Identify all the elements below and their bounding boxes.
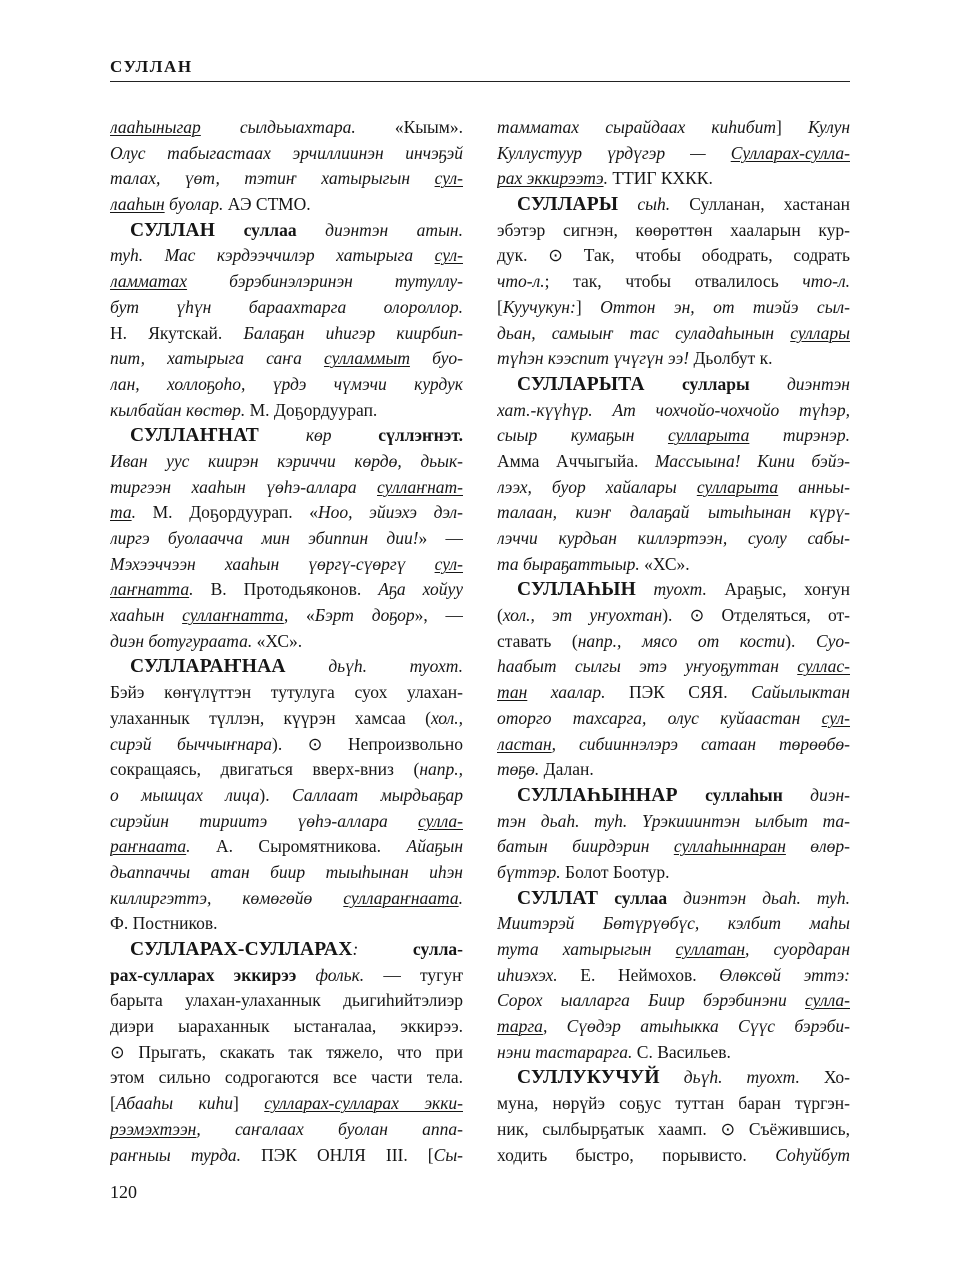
entry-head-line	[110, 937, 463, 963]
text-run: анньы-	[778, 476, 850, 497]
headword: СУЛЛАҺЫННАР	[517, 784, 678, 806]
example-form: ластан	[497, 733, 552, 754]
text-run: дук. ⊙ Так, чтобы ободрать, содрать	[497, 245, 850, 266]
text-run: Айаҕын	[406, 836, 463, 857]
headword: СУЛЛАҤНАТ	[130, 425, 260, 447]
text-line	[497, 809, 850, 835]
text-run: хол.,	[430, 707, 463, 728]
text-run: Аҕа хойуу	[378, 579, 463, 600]
text-run: Н. Якутскай.	[110, 322, 244, 343]
text-run: Соһуйбут	[775, 1144, 850, 1165]
text-line	[497, 1091, 850, 1117]
text-run: ,	[283, 605, 306, 626]
text-line	[497, 757, 850, 783]
text-run: ПЭК СЯЯ.	[605, 682, 752, 703]
entry-head-line	[497, 372, 850, 398]
text-line	[110, 680, 463, 706]
text-run: А. Сыромятникова.	[190, 836, 407, 857]
bold-form: суллары	[644, 373, 750, 394]
text-run: улаханнык түллэн, күүрэн хамсаа (	[110, 707, 431, 728]
bold-form: суллаа	[598, 887, 668, 908]
text-line	[497, 1040, 850, 1066]
text-line	[110, 809, 463, 835]
text-run: ; так, чтобы отвалилось	[544, 271, 803, 292]
text-run: этом сильно содрогаются все части тела.	[110, 1067, 463, 1088]
text-run: ТТИГ КХКК.	[607, 168, 713, 189]
text-run: фольк.	[315, 964, 365, 985]
text-line	[110, 783, 463, 809]
text-run: хат.-күүһүр. Ат чохчойо-чохчойо түһэр,	[497, 399, 850, 420]
example-form: суллаҥнатта	[182, 605, 284, 626]
text-run: Мэхээччээн хааһын үөргү-сүөргү	[110, 553, 435, 574]
text-run: ⊙ Прыгать, скакать так тяжело, что при	[110, 1041, 463, 1062]
text-run: тэн дьаһ. туһ. Үрэкииинтэн ылбыт та-	[497, 810, 850, 831]
text-run: , Сүөдэр атыһыкка Сүүс бэрэби-	[542, 1016, 850, 1037]
text-run: тута хатырыгын	[497, 939, 676, 959]
text-run: төҕө.	[497, 759, 540, 780]
entry-head-line	[110, 423, 463, 449]
text-run: ник, сылбырҕатык хаамп. ⊙ Съёжившись,	[497, 1118, 850, 1139]
text-run: (	[497, 605, 503, 626]
text-run: о мышцах лица	[110, 784, 260, 805]
text-run: талаан, киэҥ далаҕай ытыһынан күрү-	[497, 502, 850, 523]
text-run: Сорох ыалларга Биир бэрэбинэни	[497, 990, 805, 1011]
text-line	[110, 346, 463, 372]
example-form: суллас-	[797, 656, 850, 677]
running-head: СУЛЛАН	[110, 57, 193, 76]
text-line	[497, 1014, 850, 1040]
bold-form: рах-сулларах эккирээ	[110, 964, 316, 985]
text-line	[497, 911, 850, 937]
text-line	[110, 115, 463, 141]
text-line	[110, 1143, 463, 1169]
example-form: суллаҥнат-	[377, 476, 463, 497]
headword: СУЛЛАРАҤНАА	[130, 656, 286, 678]
text-run: Балаҕан иһигэр киирбип-	[243, 322, 463, 343]
text-run: Суо-	[815, 630, 850, 651]
text-run: .	[131, 502, 136, 523]
text-line	[110, 886, 463, 912]
text-run: Болот Боотур.	[560, 861, 670, 882]
text-run: диэн ботугураата.	[110, 630, 253, 651]
text-run: сыһ.	[618, 194, 671, 215]
text-line	[110, 398, 463, 424]
text-line	[110, 475, 463, 501]
text-run: диэн-	[782, 784, 850, 805]
text-line	[110, 1065, 463, 1091]
entry-head-line	[497, 192, 850, 218]
text-run: сылдьыахтара.	[200, 117, 356, 137]
text-line	[497, 526, 850, 552]
example-form: тарга	[497, 1016, 543, 1037]
text-run: дьан, самыыҥ тас суладаһынын	[497, 322, 791, 343]
text-line	[497, 629, 850, 655]
text-run: буо-	[409, 348, 463, 369]
example-form: суллаһыннаран	[673, 836, 786, 857]
text-line	[110, 629, 463, 655]
headword: СУЛЛАҺЫН	[517, 579, 636, 601]
text-run: сирэйин тириитэ үөһэ-аллара	[110, 810, 418, 831]
text-line	[110, 243, 463, 269]
text-line	[497, 603, 850, 629]
text-run: », —	[414, 605, 463, 626]
text-run: ]	[233, 1093, 265, 1114]
text-run: .	[458, 887, 463, 908]
example-form: раҥнаата	[110, 836, 187, 857]
text-run: өлөр-	[785, 836, 850, 857]
text-line	[497, 500, 850, 526]
text-run: хаалар.	[527, 682, 606, 703]
entry-head-line	[110, 654, 463, 680]
text-run: .	[603, 168, 608, 189]
text-run: Бэйэ көҥүлүттэн тутулуга суох улахан-	[110, 682, 463, 703]
text-line	[110, 526, 463, 552]
text-run: Амма Аччыгыйа.	[497, 450, 655, 471]
text-run: напр.,	[419, 759, 463, 780]
text-line	[110, 834, 463, 860]
text-line	[497, 321, 850, 347]
text-run: та быраҕаттыыр.	[497, 553, 640, 574]
text-run: Абааһы киһи	[115, 1093, 233, 1114]
example-form: сул-	[434, 168, 463, 189]
text-run: М. Доҕордуурап.	[245, 399, 378, 420]
text-run: ). ⊙ Отделяться, от-	[662, 605, 850, 626]
example-form: сул-	[434, 553, 463, 574]
text-run: һаабыт сылгы этэ уҥуоҕуттан	[497, 656, 798, 677]
example-form: рээмэхтээн	[110, 1118, 197, 1139]
text-run: муна, нөрүйэ соҕус туттан баран түргэн-	[497, 1093, 850, 1114]
text-run: Е. Неймохов.	[557, 964, 720, 985]
text-run: сирэй быччыҥнара	[110, 733, 273, 754]
entry-head-line	[110, 218, 463, 244]
text-run: Массыына! Кини бэйэ-	[654, 450, 850, 471]
example-form: сулларыта	[667, 425, 750, 446]
text-run: , саҥалаах буолан аппа-	[196, 1118, 463, 1139]
example-form: ламматах	[110, 271, 188, 292]
left-column	[110, 115, 463, 1168]
text-run: хааһын	[110, 605, 183, 626]
text-run: раҥныы турда.	[110, 1144, 242, 1165]
text-line	[110, 321, 463, 347]
text-line	[497, 834, 850, 860]
text-run: «	[306, 605, 315, 626]
text-line	[110, 963, 463, 989]
text-line	[110, 269, 463, 295]
text-run: тирэнэр.	[749, 425, 850, 446]
text-run: Оттон эн, от тиэйэ сыл-	[600, 296, 850, 317]
text-run: Хо-	[799, 1067, 850, 1088]
text-run: сокращаясь, двигаться вверх-вниз (	[110, 759, 420, 780]
text-line	[497, 166, 850, 192]
text-run: В. Протодьяконов.	[193, 579, 379, 600]
text-run: дьаппаччы атан биир тыыһынан иһэн	[110, 861, 463, 882]
text-run: иһиэхэх.	[497, 964, 558, 985]
text-run: «Кыым».	[355, 117, 463, 137]
text-line	[497, 141, 850, 167]
text-run: түһэн кээспит үчүгүн ээ!	[497, 348, 690, 369]
text-line	[497, 937, 850, 963]
text-line	[497, 475, 850, 501]
text-run: тиргээн хааһын үөһэ-аллара	[110, 476, 378, 497]
text-line	[497, 423, 850, 449]
text-run: Өлөксөй эттэ:	[719, 964, 850, 985]
text-run: .	[186, 836, 191, 857]
text-line	[110, 166, 463, 192]
right-column	[497, 115, 850, 1168]
text-run: бүттэр.	[497, 861, 561, 882]
example-form: сулламмыт	[323, 348, 410, 369]
text-run: Дьолбут к.	[689, 348, 773, 369]
example-form: тан	[497, 682, 528, 703]
text-run: Олус табыгастаах эрчиллиинэн инчэҕэй	[110, 142, 463, 163]
text-line	[110, 706, 463, 732]
text-run: пит, хатырыга саҥа	[110, 348, 324, 369]
text-run: ]	[776, 117, 808, 137]
text-run: туохт.	[635, 579, 707, 600]
headword: СУЛЛАРЫТА	[517, 373, 645, 395]
text-run: дьүһ. туохт.	[659, 1067, 800, 1088]
text-run: кылбайан көстөр.	[110, 399, 246, 420]
text-line	[110, 1014, 463, 1040]
example-form: лааһын	[110, 194, 165, 215]
entry-head-line	[497, 577, 850, 603]
bold-form: сүллэҥнэт.	[378, 425, 463, 446]
example-form: сулларах-сулларах экки-	[264, 1093, 463, 1114]
text-run: барыта улахан-улаханнык дьигиһийтэлиэр	[110, 990, 463, 1011]
headword: СУЛЛАРАХ-СУЛЛАРАХ	[130, 939, 353, 960]
text-run: ).	[785, 630, 816, 651]
example-form: Сулларах-сулла-	[730, 142, 850, 163]
text-line	[110, 577, 463, 603]
text-line	[110, 372, 463, 398]
text-line	[497, 552, 850, 578]
bold-form: суллаһын	[677, 784, 783, 805]
example-form: лаҥнатта	[110, 579, 190, 600]
text-run: «ХС».	[252, 630, 303, 651]
text-run: нэни тастарарга.	[497, 1041, 633, 1062]
text-line	[110, 1040, 463, 1066]
text-run: талах, үөт, тэтиҥ хатырыгын	[110, 168, 435, 189]
text-line	[497, 732, 850, 758]
text-run: ПЭК ОНЛЯ III. [	[241, 1144, 434, 1165]
text-run: » —	[418, 528, 463, 548]
text-line	[497, 398, 850, 424]
text-run: киллиргэттэ, көмөгөйө	[110, 887, 344, 908]
text-line	[110, 141, 463, 167]
text-run: ). ⊙ Непроизвольно	[272, 733, 463, 754]
text-run: Сайылыктан	[751, 682, 850, 703]
text-line	[497, 988, 850, 1014]
text-run: ).	[259, 784, 270, 805]
text-run: эбэтэр сигнэн, көөрөттөн хааларын кур-	[497, 219, 850, 240]
entry-head-line	[497, 783, 850, 809]
text-line	[497, 860, 850, 886]
text-run: диэри ыараханнык ыстаҥалаа, эккирээ.	[110, 1016, 463, 1037]
example-form: суллатан	[675, 939, 746, 959]
text-run: хол., эт уҥуохтан	[502, 605, 663, 626]
text-run: М. Доҕордуурап. «	[135, 502, 318, 523]
text-line	[110, 988, 463, 1014]
text-line	[110, 603, 463, 629]
text-run: напр., мясо от кости	[577, 630, 786, 651]
text-run: бэрэбинэлэринэн тутуллу-	[187, 271, 463, 292]
text-run: ходить быстро, порывисто.	[497, 1144, 776, 1165]
text-run: Ф. Постников.	[110, 913, 218, 934]
headword: СУЛЛАН	[130, 219, 216, 241]
text-line	[110, 911, 463, 937]
text-run: батын биирдэрин	[497, 836, 674, 857]
text-run: Саллаат мырдьаҕар	[269, 784, 463, 805]
text-line	[497, 295, 850, 321]
text-run: Кулун	[808, 117, 850, 137]
text-line	[497, 1117, 850, 1143]
text-run: Куллустуур үрдүгэр —	[497, 142, 731, 163]
text-line	[110, 757, 463, 783]
example-form: та	[110, 502, 132, 523]
headword: СУЛЛУКУЧУЙ	[517, 1067, 660, 1089]
text-line	[497, 115, 850, 141]
text-run: что-л.	[802, 271, 850, 292]
text-run: АЭ СТМО.	[223, 194, 311, 215]
headword: СУЛЛАРЫ	[517, 194, 619, 216]
text-line	[497, 449, 850, 475]
text-run: Далан.	[539, 759, 594, 780]
text-line	[110, 500, 463, 526]
bold-form: сулла-	[358, 939, 463, 959]
text-line	[497, 243, 850, 269]
text-line	[497, 706, 850, 732]
text-line	[110, 732, 463, 758]
text-run: Бэрт доҕор	[314, 605, 415, 626]
text-run: сыыр кумаҕын	[497, 425, 668, 446]
text-line	[110, 295, 463, 321]
text-run: [	[110, 1093, 116, 1114]
example-form: суллары	[790, 322, 850, 343]
bold-form: суллаа	[215, 219, 297, 240]
example-form: сул-	[434, 245, 463, 266]
example-form: рах эккирээтэ	[497, 168, 604, 189]
page-number: 120	[110, 1182, 137, 1202]
text-line	[497, 1143, 850, 1169]
text-run: «ХС».	[639, 553, 690, 574]
text-run: — тугуҥ	[364, 964, 463, 985]
text-run: оторго тахсарга, олус куйаастан	[497, 707, 822, 728]
text-line	[110, 552, 463, 578]
text-run: көр	[259, 425, 379, 446]
text-run: лан, холлоҕоһо, үрдэ чүмэчи курдук	[110, 373, 463, 394]
text-run: диэнтэн	[749, 373, 850, 394]
text-run: лээх, буор хайалары	[497, 476, 697, 497]
text-run: лиргэ буолаачча мин эбиппин дии!	[110, 528, 419, 548]
text-run: Куучукун:	[502, 296, 576, 317]
text-run: лэччи курдьан киллэртээн, суолу сабы-	[497, 528, 850, 548]
text-line	[110, 192, 463, 218]
text-run: тамматах сырайдаах киһибит	[497, 117, 776, 137]
text-run: буолар.	[164, 194, 224, 215]
text-run: Миитэрэй Бөтүрүөбүс, кэлбит маһы	[497, 913, 850, 934]
text-line	[110, 1091, 463, 1117]
text-line	[110, 860, 463, 886]
text-run: Ноо, эйиэхэ дэл-	[318, 502, 463, 523]
text-run: [	[497, 296, 503, 317]
text-line	[497, 346, 850, 372]
example-form: лааһыныгар	[110, 117, 201, 137]
text-run: ставать (	[497, 630, 578, 651]
text-run: , сибииннэлэрэ сатаан төрөөбө-	[551, 733, 850, 754]
text-line	[110, 1117, 463, 1143]
text-line	[497, 218, 850, 244]
example-form: сулла-	[805, 990, 850, 1011]
text-run: ]	[575, 296, 601, 317]
text-run: Сы-	[433, 1144, 463, 1165]
text-run: Иван уус киирэн кэриччи көрдө, дьык-	[110, 450, 463, 471]
text-run: :	[352, 939, 359, 959]
text-run: дьүһ. туохт.	[285, 656, 463, 677]
text-run: что-л.	[497, 271, 545, 292]
entry-head-line	[497, 886, 850, 912]
example-form: суллараҥнаата	[343, 887, 459, 908]
text-line	[497, 654, 850, 680]
text-run: , суордаран	[745, 939, 850, 959]
entry-head-line	[497, 1065, 850, 1091]
text-run: диэнтэн атын.	[296, 219, 463, 240]
text-line	[110, 449, 463, 475]
text-run: диэнтэн дьаһ. туһ.	[667, 887, 850, 908]
text-run: туһ. Мас кэрдээччилэр хатырыга	[110, 245, 435, 266]
text-line	[497, 680, 850, 706]
example-form: сул-	[821, 707, 850, 728]
text-run: бут үһүн бараахтарга олороллор.	[110, 296, 463, 317]
text-line	[497, 269, 850, 295]
text-run: Араҕыс, хоҥун	[706, 579, 850, 600]
text-run: .	[189, 579, 194, 600]
example-form: сулла-	[418, 810, 463, 831]
headword: СУЛЛАТ	[517, 887, 599, 909]
header-rule	[110, 81, 850, 82]
text-line	[497, 963, 850, 989]
text-run: Сулланан, хастанан	[670, 194, 850, 215]
example-form: сулларыта	[696, 476, 779, 497]
text-run: С. Васильев.	[632, 1041, 731, 1062]
